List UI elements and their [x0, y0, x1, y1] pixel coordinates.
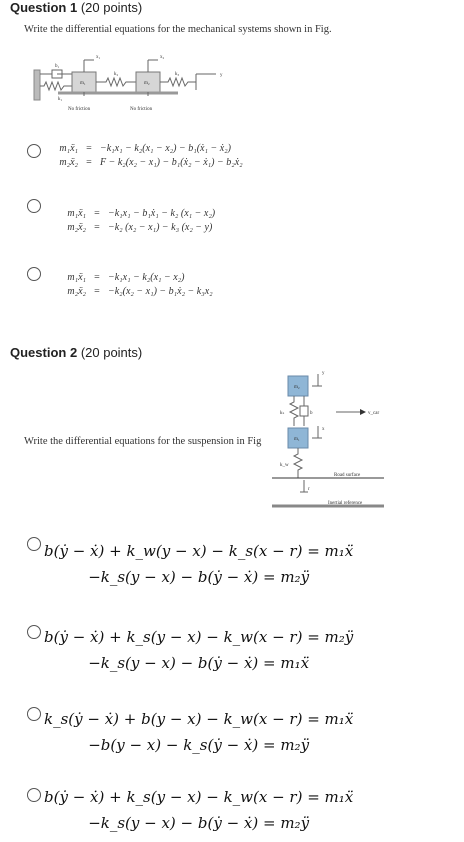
question-1-prompt: Write the differential equations for the mechanical systems shown in Fig.	[24, 24, 332, 35]
q1-option-2: m₁ẍ₁ = −k₁x₁ − b₁ẋ₁ − k₂ (x₁ − x₂) m₂ẍ₂ = −k₂ (x₂ − x₁) − k₃ (x₂ − y)	[52, 207, 215, 235]
q2-option-4-radio[interactable]	[27, 788, 41, 802]
q1-o2-rhs2: −k₂ (x₂ − x₁) − k₃ (x₂ − y)	[108, 222, 213, 233]
label-r: r	[308, 487, 310, 492]
q1-o3-rhs2: −k₂(x₂ − x₁) − b₁ẋ₂ − k₃x₂	[108, 286, 213, 297]
label-y: y	[220, 73, 223, 78]
label-b1: b₁	[55, 64, 60, 69]
q1-o3-lhs2: m₂ẍ₂	[67, 286, 86, 297]
q1-o1-rhs2: F − k₂(x₂ − x₁) − b₁(ẋ₂ − ẋ₁) − b₂ẋ₂	[100, 157, 243, 168]
q1-o1-rhs1: −k₁x₁ − k₂(x₁ − x₂) − b₁(ẋ₁ − ẋ₂)	[100, 143, 231, 154]
q1-option-3-radio[interactable]	[27, 267, 41, 281]
question-2-heading	[10, 345, 142, 360]
label-x: x	[322, 427, 325, 432]
q1-o2-lhs2: m₂ẍ₂	[67, 222, 86, 233]
question-1-title: Question 1	[10, 0, 78, 15]
q2-option-2-radio[interactable]	[27, 625, 41, 639]
question-2-title: Question 2	[10, 345, 78, 360]
question-1-points: (20 points)	[80, 0, 143, 15]
suspension-figure	[272, 368, 384, 516]
q2-o3-line1: k_s(ẏ − ẋ) + b(y − x) − k_w(x − r) = m₁ẍ	[44, 710, 354, 728]
label-ks: kₛ	[280, 411, 285, 416]
q2-option-3	[44, 706, 353, 758]
q2-option-1	[44, 538, 353, 590]
label-inertial-reference: Inertial reference	[328, 501, 363, 506]
label-x1: x₁	[96, 55, 101, 60]
q1-o1-lhs1: m₁ẍ₁	[59, 143, 78, 154]
label-no-friction-1: No friction	[68, 107, 91, 112]
q2-o1-line2: −k_s(y − x) − b(ẏ − ẋ) = m₂ÿ	[88, 568, 310, 586]
q1-option-2-radio[interactable]	[27, 199, 41, 213]
q1-o1-lhs2: m₂ẍ₂	[59, 157, 78, 168]
q2-o2-line2: −k_s(y − x) − b(ẏ − ẋ) = m₁ẍ	[88, 654, 310, 672]
q2-o1-line1: b(ẏ − ẋ) + k_w(y − x) − k_s(x − r) = m₁ẍ	[44, 542, 354, 560]
label-m2: m₂	[294, 385, 300, 390]
label-y: y	[322, 371, 325, 376]
label-road-surface: Road surface	[334, 473, 361, 478]
label-kw: k_w	[280, 463, 289, 468]
question-2-points: (20 points)	[80, 345, 143, 360]
q2-option-4	[44, 784, 353, 836]
q2-o4-line2: −k_s(y − x) − b(ẏ − ẋ) = m₂ÿ	[88, 814, 310, 832]
q1-o2-lhs1: m₁ẍ₁	[67, 208, 86, 219]
q2-o2-line1: b(ẏ − ẋ) + k_s(y − x) − k_w(x − r) = m₂ÿ	[44, 628, 354, 646]
question-1-heading	[10, 0, 142, 15]
q2-option-1-radio[interactable]	[27, 537, 41, 551]
q2-o4-line1: b(ẏ − ẋ) + k_s(y − x) − k_w(x − r) = m₁ẍ	[44, 788, 354, 806]
q1-o3-lhs1: m₁ẍ₁	[67, 272, 86, 283]
label-b: b	[310, 411, 313, 416]
mechanical-system-figure	[28, 50, 238, 114]
label-vcar: v_car	[368, 411, 380, 416]
label-no-friction-2: No friction	[130, 107, 153, 112]
label-m1: m₁	[80, 81, 86, 86]
label-x2: x₂	[160, 55, 165, 60]
q1-o3-rhs1: −k₁x₁ − k₂(x₁ − x₂)	[108, 272, 185, 283]
q1-option-1-radio[interactable]	[27, 144, 41, 158]
label-k2: k₂	[114, 72, 119, 77]
q2-o3-line2: −b(y − x) − k_s(ẏ − ẋ) = m₂ÿ	[88, 736, 310, 754]
q2-option-3-radio[interactable]	[27, 707, 41, 721]
label-m2: m₂	[144, 81, 150, 86]
question-2-prompt: Write the differential equations for the suspension in Fig	[24, 436, 262, 447]
q1-option-3: m₁ẍ₁ = −k₁x₁ − k₂(x₁ − x₂) m₂ẍ₂ = −k₂(x₂ − x₁) − b₁ẋ₂ − k₃x₂	[52, 271, 213, 299]
q1-o2-rhs1: −k₁x₁ − b₁ẋ₁ − k₂ (x₁ − x₂)	[108, 208, 216, 219]
label-k3: k₃	[175, 72, 180, 77]
label-k1: k₁	[58, 97, 63, 102]
q1-option-1: m₁ẍ₁ = −k₁x₁ − k₂(x₁ − x₂) − b₁(ẋ₁ − ẋ₂) m₂ẍ₂ = F − k₂(x₂ − x₁) − b₁(ẋ₂ − ẋ₁) − b₂ẋ₂	[44, 142, 243, 170]
label-m1: m₁	[294, 437, 300, 442]
q2-option-2	[44, 624, 353, 676]
